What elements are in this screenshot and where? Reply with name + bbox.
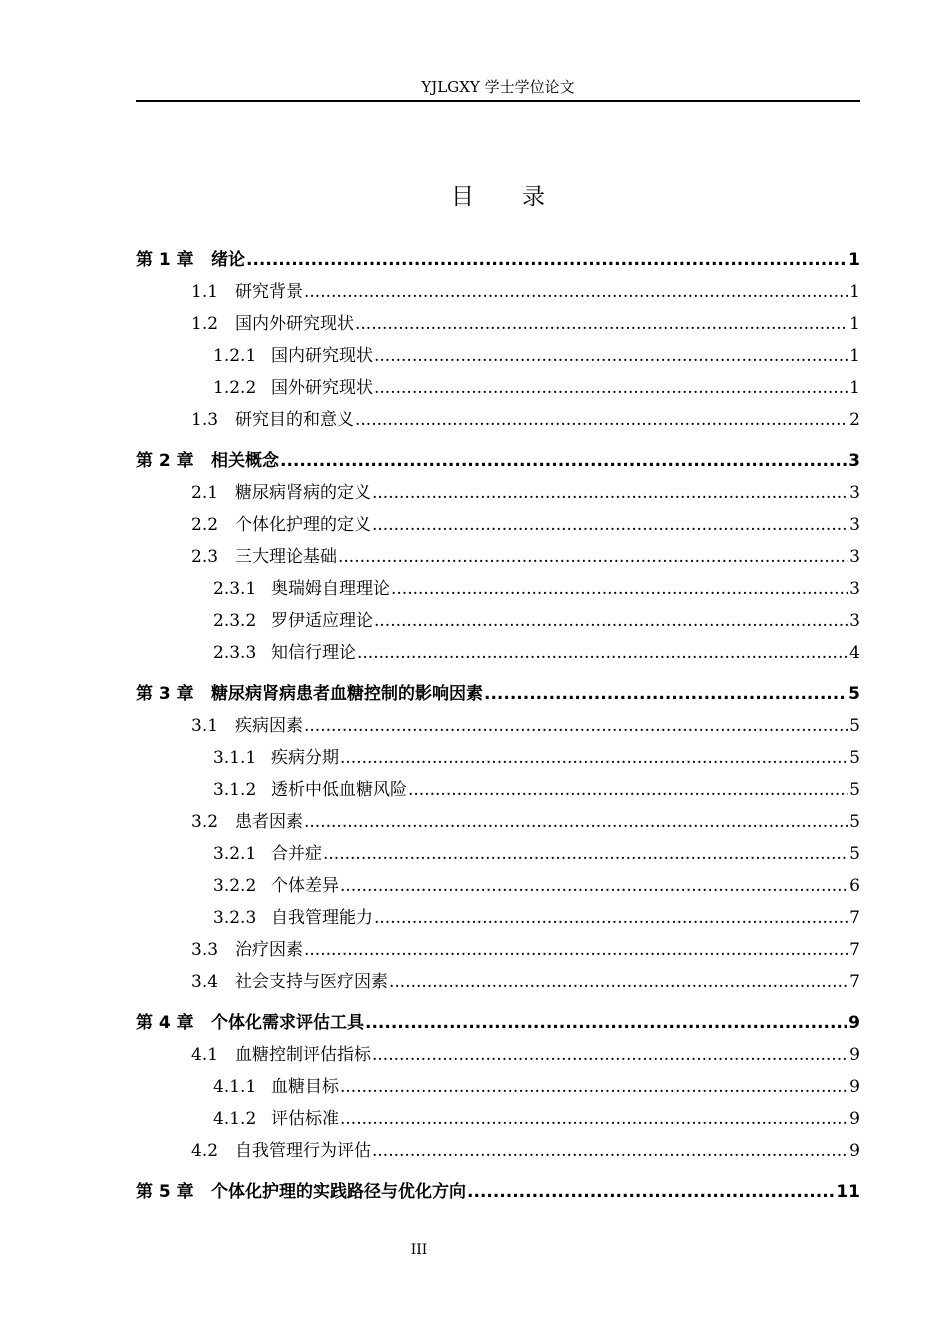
page-number: III bbox=[410, 1242, 428, 1258]
toc-section-entry[interactable] bbox=[213, 637, 860, 669]
toc-leader-dots bbox=[304, 934, 848, 966]
toc-chapter-entry[interactable] bbox=[136, 678, 860, 710]
toc-entry-title: 自我管理行为评估 bbox=[235, 1141, 371, 1161]
toc-entry-title: 疾病分期 bbox=[271, 748, 339, 768]
toc-entry-page: 6 bbox=[849, 876, 860, 896]
toc-entry-number: 3.2.2 bbox=[213, 876, 257, 896]
toc-section-entry[interactable] bbox=[213, 605, 860, 637]
toc-section-entry[interactable] bbox=[191, 404, 860, 436]
toc-entry-title: 绪论 bbox=[211, 250, 245, 270]
toc-entry-number: 2.3.1 bbox=[213, 579, 257, 599]
toc-section-entry[interactable] bbox=[191, 509, 860, 541]
toc-entry-number: 4.1.2 bbox=[213, 1109, 257, 1129]
toc-entry-number: 第 3 章 bbox=[136, 684, 194, 704]
toc-entry-page: 3 bbox=[848, 451, 860, 471]
toc-entry-page: 1 bbox=[849, 314, 860, 334]
toc-leader-dots bbox=[340, 742, 848, 774]
toc-entry-title: 血糖目标 bbox=[271, 1077, 339, 1097]
toc-leader-dots bbox=[365, 1007, 847, 1039]
toc-section-entry[interactable] bbox=[213, 902, 860, 934]
toc-section-entry[interactable] bbox=[213, 774, 860, 806]
toc-leader-dots bbox=[484, 678, 847, 710]
toc-entry-title: 评估标准 bbox=[271, 1109, 339, 1129]
toc-entry-title: 社会支持与医疗因素 bbox=[235, 972, 388, 992]
toc-entry-page: 4 bbox=[849, 643, 860, 663]
toc-entry-title: 研究目的和意义 bbox=[235, 410, 354, 430]
toc-entry-title: 研究背景 bbox=[235, 282, 303, 302]
toc-entry-page: 3 bbox=[849, 579, 860, 599]
toc-entry-title: 国内研究现状 bbox=[271, 346, 373, 366]
toc-entry-number: 第 1 章 bbox=[136, 250, 194, 270]
toc-leader-dots bbox=[340, 1071, 848, 1103]
toc-entry-page: 1 bbox=[849, 346, 860, 366]
toc-chapter-entry[interactable] bbox=[136, 1007, 860, 1039]
toc-entry-title: 糖尿病肾病的定义 bbox=[235, 483, 371, 503]
toc-entry-title: 糖尿病肾病患者血糖控制的影响因素 bbox=[211, 684, 483, 704]
toc-chapter-entry[interactable] bbox=[136, 244, 860, 276]
toc-section-entry[interactable] bbox=[191, 934, 860, 966]
toc-entry-title: 患者因素 bbox=[235, 812, 303, 832]
toc-entry-page: 5 bbox=[849, 716, 860, 736]
toc-entry-number: 3.2.1 bbox=[213, 844, 257, 864]
toc-leader-dots bbox=[374, 340, 848, 372]
toc-leader-dots bbox=[408, 774, 848, 806]
toc-entry-page: 2 bbox=[849, 410, 860, 430]
toc-entry-page: 1 bbox=[849, 378, 860, 398]
toc-entry-page: 5 bbox=[848, 684, 860, 704]
toc-section-entry[interactable] bbox=[191, 710, 860, 742]
toc-entry-number: 3.4 bbox=[191, 972, 219, 992]
toc-entry-title: 合并症 bbox=[271, 844, 322, 864]
toc-section-entry[interactable] bbox=[213, 1071, 860, 1103]
toc-entry-title: 国内外研究现状 bbox=[235, 314, 354, 334]
toc-chapter-entry[interactable] bbox=[136, 1176, 860, 1208]
toc-entry-title: 个体化需求评估工具 bbox=[211, 1013, 364, 1033]
toc-title: 目录 bbox=[451, 184, 593, 210]
toc-entry-number: 1.1 bbox=[191, 282, 219, 302]
toc-entry-page: 9 bbox=[848, 1013, 860, 1033]
toc-section-entry[interactable] bbox=[213, 573, 860, 605]
toc-entry-page: 7 bbox=[849, 908, 860, 928]
toc-section-entry[interactable] bbox=[191, 276, 860, 308]
toc-entry-title: 个体化护理的实践路径与优化方向 bbox=[211, 1182, 466, 1202]
toc-entry-page: 11 bbox=[836, 1182, 860, 1202]
toc-chapter-entry[interactable] bbox=[136, 445, 860, 477]
toc-leader-dots bbox=[372, 1135, 848, 1167]
toc-leader-dots bbox=[374, 605, 848, 637]
toc-entry-title: 个体差异 bbox=[271, 876, 339, 896]
toc-entry-number: 2.3.3 bbox=[213, 643, 257, 663]
toc-entry-number: 1.2 bbox=[191, 314, 219, 334]
toc-section-entry[interactable] bbox=[213, 838, 860, 870]
toc-leader-dots bbox=[355, 308, 848, 340]
toc-entry-number: 2.1 bbox=[191, 483, 219, 503]
toc-entry-number: 2.3.2 bbox=[213, 611, 257, 631]
toc-entry-number: 3.2.3 bbox=[213, 908, 257, 928]
toc-entry-number: 1.3 bbox=[191, 410, 219, 430]
toc-entry-number: 4.2 bbox=[191, 1141, 219, 1161]
toc-leader-dots bbox=[304, 276, 848, 308]
toc-leader-dots bbox=[374, 372, 848, 404]
toc-entry-title: 疾病因素 bbox=[235, 716, 303, 736]
toc-entry-page: 1 bbox=[848, 250, 860, 270]
toc-entry-number: 4.1.1 bbox=[213, 1077, 257, 1097]
toc-entry-number: 4.1 bbox=[191, 1045, 219, 1065]
toc-entry-page: 5 bbox=[849, 780, 860, 800]
toc-entry-title: 罗伊适应理论 bbox=[271, 611, 373, 631]
toc-section-entry[interactable] bbox=[191, 541, 860, 573]
toc-entry-number: 3.3 bbox=[191, 940, 219, 960]
toc-entry-page: 3 bbox=[849, 547, 860, 567]
toc-entry-number: 3.1.2 bbox=[213, 780, 257, 800]
toc-leader-dots bbox=[323, 838, 848, 870]
toc-entry-page: 5 bbox=[849, 844, 860, 864]
toc-entry-title: 自我管理能力 bbox=[271, 908, 373, 928]
toc-section-entry[interactable] bbox=[191, 308, 860, 340]
toc-entry-number: 3.2 bbox=[191, 812, 219, 832]
toc-entry-page: 3 bbox=[849, 515, 860, 535]
toc-entry-number: 第 2 章 bbox=[136, 451, 194, 471]
toc-entry-page: 9 bbox=[849, 1077, 860, 1097]
toc-entry-title: 国外研究现状 bbox=[271, 378, 373, 398]
toc-entry-title: 透析中低血糖风险 bbox=[271, 780, 407, 800]
toc-entry-title: 治疗因素 bbox=[235, 940, 303, 960]
toc-entry-page: 9 bbox=[849, 1141, 860, 1161]
toc-section-entry[interactable] bbox=[213, 340, 860, 372]
toc-section-entry[interactable] bbox=[191, 477, 860, 509]
toc-entry-page: 9 bbox=[849, 1045, 860, 1065]
toc-entry-number: 3.1 bbox=[191, 716, 219, 736]
toc-entry-page: 7 bbox=[849, 940, 860, 960]
toc-leader-dots bbox=[467, 1176, 835, 1208]
toc-entry-number: 3.1.1 bbox=[213, 748, 257, 768]
toc-leader-dots bbox=[372, 509, 848, 541]
toc-entry-page: 9 bbox=[849, 1109, 860, 1129]
toc-leader-dots bbox=[304, 710, 848, 742]
toc-leader-dots bbox=[355, 404, 848, 436]
toc-entry-title: 相关概念 bbox=[211, 451, 279, 471]
toc-entry-page: 5 bbox=[849, 748, 860, 768]
toc-entry-page: 1 bbox=[849, 282, 860, 302]
header-rule bbox=[136, 100, 860, 102]
toc-leader-dots bbox=[280, 445, 847, 477]
toc-leader-dots bbox=[389, 966, 848, 998]
toc-entry-number: 2.3 bbox=[191, 547, 219, 567]
toc-leader-dots bbox=[340, 1103, 848, 1135]
toc-section-entry[interactable] bbox=[191, 1039, 860, 1071]
running-header: YJLGXY 学士学位论文 bbox=[421, 78, 575, 96]
toc-entry-title: 奥瑞姆自理理论 bbox=[271, 579, 390, 599]
toc-leader-dots bbox=[246, 244, 847, 276]
toc-section-entry[interactable] bbox=[191, 1135, 860, 1167]
toc-leader-dots bbox=[338, 541, 848, 573]
toc-section-entry[interactable] bbox=[213, 742, 860, 774]
toc-entry-number: 1.2.1 bbox=[213, 346, 257, 366]
toc-leader-dots bbox=[340, 870, 848, 902]
toc-section-entry[interactable] bbox=[213, 372, 860, 404]
toc-leader-dots bbox=[357, 637, 848, 669]
toc-entry-page: 3 bbox=[849, 483, 860, 503]
toc-entry-page: 7 bbox=[849, 972, 860, 992]
toc-section-entry[interactable] bbox=[191, 806, 860, 838]
toc-section-entry[interactable] bbox=[213, 1103, 860, 1135]
toc-entry-title: 血糖控制评估指标 bbox=[235, 1045, 371, 1065]
toc-section-entry[interactable] bbox=[191, 966, 860, 998]
toc-entry-page: 3 bbox=[849, 611, 860, 631]
toc-leader-dots bbox=[372, 1039, 848, 1071]
toc-entry-title: 个体化护理的定义 bbox=[235, 515, 371, 535]
toc-leader-dots bbox=[374, 902, 848, 934]
toc-entry-number: 第 5 章 bbox=[136, 1182, 194, 1202]
toc-entry-number: 第 4 章 bbox=[136, 1013, 194, 1033]
toc-entry-number: 1.2.2 bbox=[213, 378, 257, 398]
toc-entry-page: 5 bbox=[849, 812, 860, 832]
toc-leader-dots bbox=[304, 806, 848, 838]
toc-entry-title: 三大理论基础 bbox=[235, 547, 337, 567]
toc-entry-title: 知信行理论 bbox=[271, 643, 356, 663]
toc-entry-number: 2.2 bbox=[191, 515, 219, 535]
toc-section-entry[interactable] bbox=[213, 870, 860, 902]
toc-leader-dots bbox=[372, 477, 848, 509]
toc-leader-dots bbox=[391, 573, 848, 605]
